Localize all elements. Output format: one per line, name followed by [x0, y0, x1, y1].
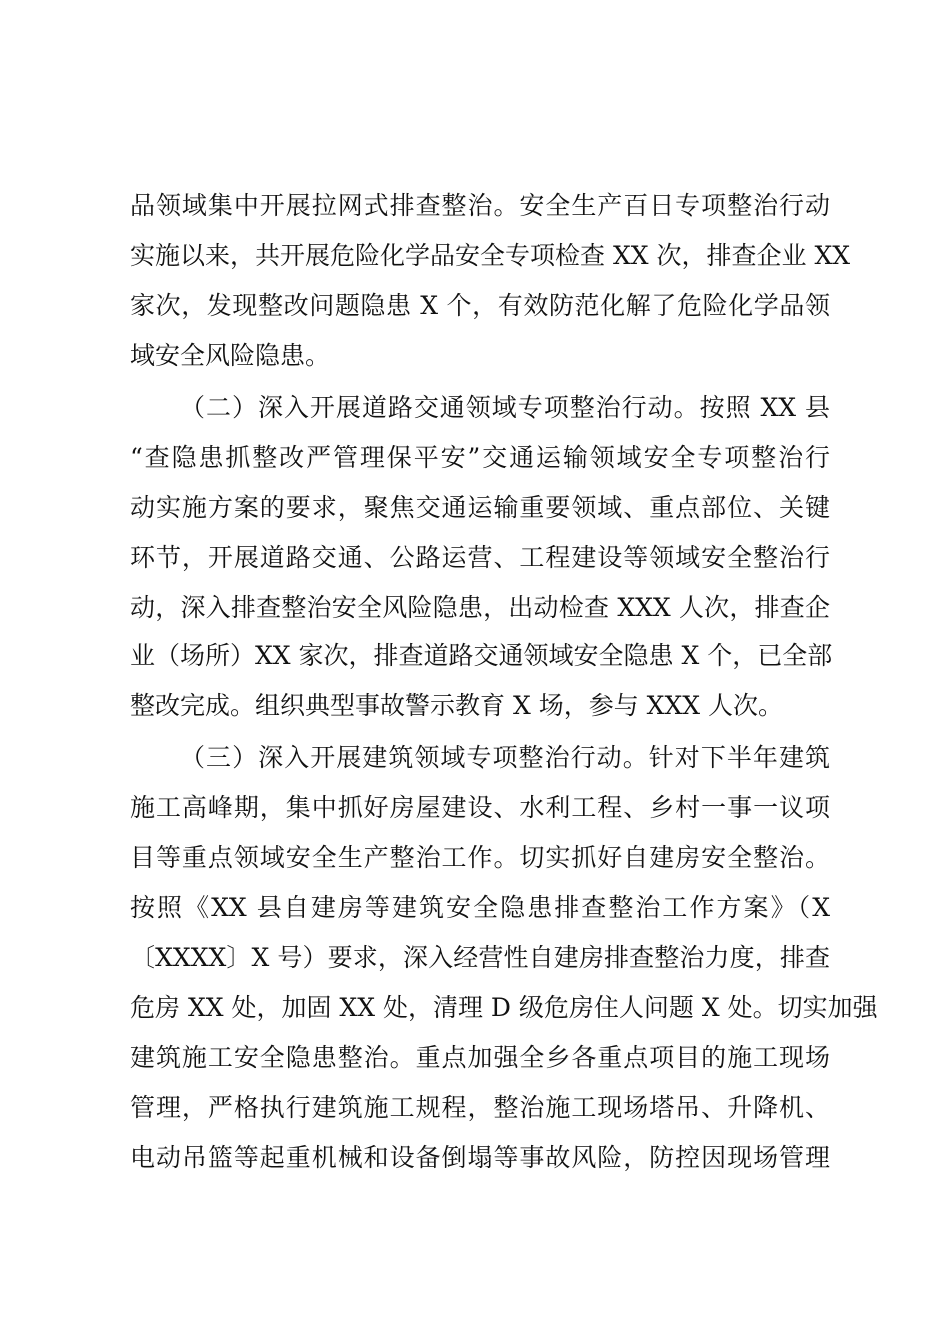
text-line: 整改完成。组织典型事故警示教育 X 场，参与 XXX 人次。 — [130, 691, 783, 720]
text-line: 动实施方案的要求，聚焦交通运输重要领域、重点部位、关键 — [130, 493, 830, 522]
text-line: 〔XXXX〕X 号）要求，深入经营性自建房排查整治力度，排查 — [130, 943, 830, 972]
section-heading-line: （二）深入开展道路交通领域专项整治行动。按照 XX 县 — [180, 393, 830, 422]
text-line: 危房 XX 处，加固 XX 处，清理 D 级危房住人问题 X 处。切实加强 — [130, 993, 878, 1022]
text-line: 目等重点领域安全生产整治工作。切实抓好自建房安全整治。 — [130, 843, 830, 872]
text-line: 域安全风险隐患。 — [130, 341, 331, 370]
text-line: “查隐患抓整改严管理保平安”交通运输领域安全专项整治行 — [130, 443, 830, 472]
text-line: 按照《XX 县自建房等建筑安全隐患排查整治工作方案》（X — [130, 893, 830, 922]
text-line: 建筑施工安全隐患整治。重点加强全乡各重点项目的施工现场 — [130, 1043, 830, 1072]
text-line: 管理，严格执行建筑施工规程，整治施工现场塔吊、升降机、 — [130, 1093, 830, 1122]
text-line: 环节，开展道路交通、公路运营、工程建设等领域安全整治行 — [130, 543, 830, 572]
text-line: 家次，发现整改问题隐患 X 个，有效防范化解了危险化学品领 — [130, 291, 830, 320]
text-line: 业（场所）XX 家次，排查道路交通领域安全隐患 X 个，已全部 — [130, 641, 833, 670]
text-line: 施工高峰期，集中抓好房屋建设、水利工程、乡村一事一议项 — [130, 793, 830, 822]
section-heading-line: （三）深入开展建筑领域专项整治行动。针对下半年建筑 — [180, 743, 830, 772]
text-line: 品领域集中开展拉网式排查整治。安全生产百日专项整治行动 — [130, 191, 830, 220]
text-line: 实施以来，共开展危险化学品安全专项检查 XX 次，排查企业 XX — [130, 241, 851, 270]
text-line: 动，深入排查整治安全风险隐患，出动检查 XXX 人次，排查企 — [130, 593, 830, 622]
text-line: 电动吊篮等起重机械和设备倒塌等事故风险，防控因现场管理 — [130, 1143, 830, 1172]
